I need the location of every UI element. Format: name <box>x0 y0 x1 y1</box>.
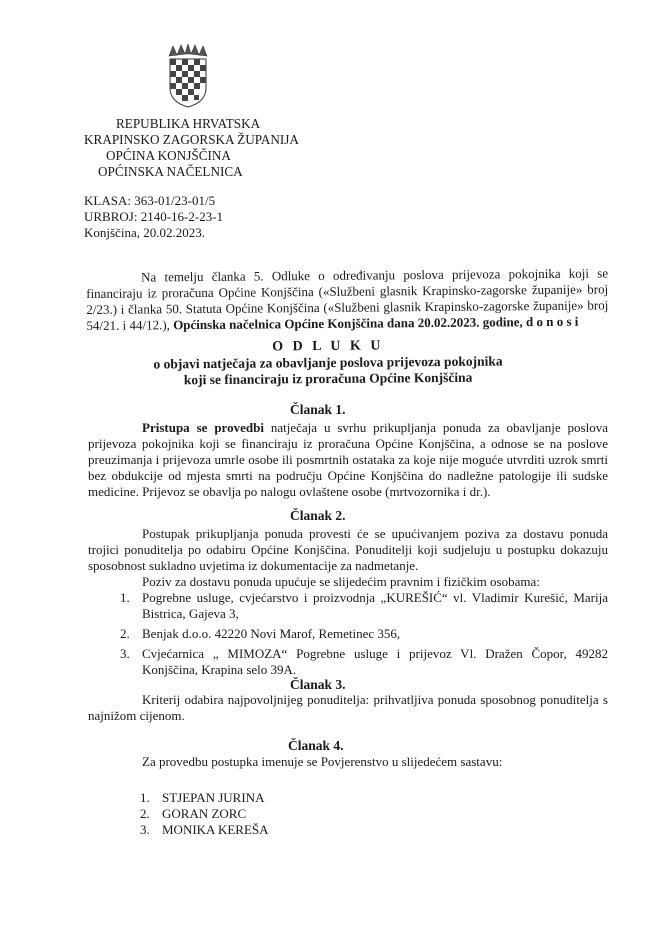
member-number: 2. <box>140 806 150 821</box>
list-item <box>140 790 264 806</box>
urbroj-number: URBROJ: 2140-16-2-23-1 <box>84 209 224 224</box>
klasa-number: KLASA: 363-01/23-01/5 <box>84 193 216 208</box>
article-1-text: natječaja u svrhu prikupljanja ponuda za obavljanje poslova prijevoza pokojnika koji se financiraju iz proračuna Općine Konjščina, a odnose se na poslove preuzimanja i prijevoza umrle osobe ili posmrtnih ostataka za koje nije moguće utvrditi uzrok smrti bez obdukcije od mjesta smrti na području Općine Konjščina do nadležne patologije ili sudske medicine. Prijevoz se obavlja po nalogu ovlaštene osobe (mrtvozornika i dr.). <box>88 420 608 499</box>
article-1-heading: Članak 1. <box>290 402 346 417</box>
header-line-office: OPĆINSKA NAČELNICA <box>98 164 243 179</box>
member-number: 1. <box>140 790 150 805</box>
issuer-header <box>84 116 299 180</box>
bidder-list <box>120 590 608 678</box>
list-item-number: 2. <box>120 626 130 641</box>
article-2-heading: Članak 2. <box>290 508 346 523</box>
article-3-heading: Članak 3. <box>290 677 346 692</box>
list-item <box>120 626 608 642</box>
header-line-country: REPUBLIKA HRVATSKA <box>116 116 261 131</box>
document-meta <box>84 193 223 241</box>
list-item <box>120 590 608 622</box>
article-1-paragraph <box>88 420 608 500</box>
list-item-text: Benjak d.o.o. 42220 Novi Marof, Remetinec 356, <box>142 626 401 641</box>
list-item-number: 3. <box>120 646 130 661</box>
member-name: STJEPAN JURINA <box>162 790 265 805</box>
article-4-paragraph: Za provedbu postupka imenuje se Povjerenstvo u slijedećem sastavu: <box>142 754 503 769</box>
article-3-paragraph: Kriterij odabira najpovoljnijeg ponuditelja: prihvatljiva ponuda sposobnog ponuditelja s najnižom cijenom. <box>88 692 608 723</box>
place-date: Konjščina, 20.02.2023. <box>84 225 205 240</box>
member-name: GORAN ZORC <box>162 806 247 821</box>
header-line-municipality: OPĆINA KONJŠČINA <box>106 148 231 163</box>
list-item <box>140 806 246 822</box>
list-item-text: Cvjećarnica „ MIMOZA“ Pogrebne usluge i prijevoz Vl. Dražen Čopor, 49282 Konjščina, Krapina selo 39A. <box>142 646 608 677</box>
intro-bold-text: Općinska načelnica Općine Konjščina dana 20.02.2023. godine, d o n o s i <box>173 313 579 333</box>
member-name: MONIKA KEREŠA <box>162 822 269 837</box>
article-2-paragraph-2: Poziv za dostavu ponuda upućuje se slijedećim pravnim i fizičkim osobama: <box>142 574 540 589</box>
header-line-county: KRAPINSKO ZAGORSKA ŽUPANIJA <box>84 132 299 147</box>
intro-text: Na temelju članka 5. Odluke o određivanju poslova prijevoza pokojnika koji se financiraju iz proračuna Općine Konjščina («Službeni glasnik Krapinsko-zagorske županije» broj 2/23.) i članka 50. Statuta Općine Konjščina («Službeni glasnik Krapinsko-zagorske županije» broj 54/21. i 44/12.), <box>86 265 609 333</box>
coat-of-arms-icon <box>166 44 210 108</box>
article-1-lead: Pristupa se provedbi <box>142 420 264 435</box>
decision-title-line3: koji se financiraju iz proračuna Općine Konjščina <box>183 369 473 388</box>
decision-title-line2: o objavi natječaja za obavljanje poslova prijevoza pokojnika <box>153 353 503 372</box>
decision-title <box>118 337 538 389</box>
list-item-number: 1. <box>120 590 130 605</box>
member-number: 3. <box>140 822 150 837</box>
intro-paragraph <box>86 265 609 334</box>
list-item <box>120 646 608 678</box>
article-2-paragraph-1: Postupak prikupljanja ponuda provesti će se upućivanjem poziva za dostavu ponuda trojici ponuditelja po odabiru Općine Konjščina. Ponuditelji koji sudjeluju u postupku dokazuju sposobnost sukladno uvjetima iz dokumentacije za nadmetanje. <box>88 526 608 573</box>
list-item-text: Pogrebne usluge, cvjećarstvo i proizvodnja „KUREŠIĆ“ vl. Vladimir Kurešić, Marija Bistrica, Gajeva 3, <box>142 590 608 621</box>
decision-title-main: O D L U K U <box>272 338 384 355</box>
article-4-heading: Članak 4. <box>288 738 344 753</box>
list-item <box>140 822 269 838</box>
